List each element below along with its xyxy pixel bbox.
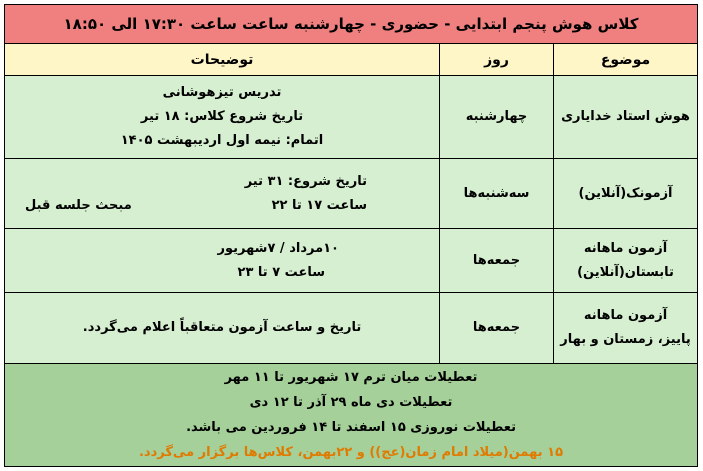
description-cell: [5, 293, 439, 363]
subject-text: آزمون ماهانه: [583, 308, 668, 323]
description-cell: [5, 76, 439, 158]
subject-text: تابستان(آنلاین): [577, 264, 674, 280]
subject-cell: [553, 229, 697, 292]
subject-cell: [553, 159, 697, 228]
description-line: تاریخ شروع: ۳۱ تیر: [244, 173, 367, 189]
note-line: تعطیلات میان ترم ۱۷ شهریور تا ۱۱ مهر: [224, 370, 478, 385]
notes-content: [5, 364, 697, 466]
day-text: سه‌شنبه‌ها: [463, 185, 530, 201]
description-line: تاریخ و ساعت آزمون متعاقباً اعلام می‌گردد.: [82, 320, 362, 335]
notice-line: ۱۵ بهمن(میلاد امام زمان(عج)) و ۲۲بهمن، کلاس‌ها برگزار می‌گردد.: [138, 445, 564, 460]
header-day: روز: [439, 44, 553, 75]
table-title-row: [4, 4, 698, 44]
schedule-table: [4, 4, 698, 467]
note-line: تعطیلات دی ماه ۲۹ آذر تا ۱۲ دی: [249, 395, 453, 410]
description-line-pair: [25, 194, 367, 218]
description-cell: [5, 229, 439, 292]
header-subject: موضوع: [553, 44, 697, 75]
header-description: توضیحات: [190, 51, 254, 68]
description-line: تدریس تیزهوشانی: [162, 85, 282, 100]
day-text: جمعه‌ها: [472, 320, 521, 335]
table-row: [4, 76, 698, 159]
day-cell: [439, 159, 553, 228]
table-row: [4, 293, 698, 364]
description-cell: [5, 159, 439, 228]
day-text: جمعه‌ها: [472, 252, 521, 268]
subject-text: آزمون ماهانه: [583, 240, 668, 256]
notes-row: [4, 364, 698, 467]
day-cell: [439, 229, 553, 292]
subject-cell: [553, 76, 697, 158]
description-line: اتمام: نیمه اول اردیبهشت ۱۴۰۵: [120, 133, 324, 148]
description-line: ساعت ۷ تا ۲۳: [237, 264, 325, 280]
subject-text: هوش استاد خدایاری: [561, 109, 690, 124]
table-header-row: [4, 44, 698, 76]
subject-text: پاییز، زمستان و بهار: [560, 332, 691, 347]
subject-cell: [553, 293, 697, 363]
description-line: تاریخ شروع کلاس: ۱۸ تیر: [140, 109, 304, 124]
description-line: ساعت ۱۷ تا ۲۲: [271, 197, 367, 213]
description-line: ۱۰مرداد / ۷شهریور: [217, 240, 339, 256]
day-cell: [439, 293, 553, 363]
description-line: مبحث جلسه قبل: [25, 197, 132, 213]
note-line: تعطیلات نوروزی ۱۵ اسفند تا ۱۴ فروردین می باشد.: [186, 420, 516, 435]
table-title: کلاس هوش پنجم ابتدایی - حضوری - چهارشنبه ساعت ساعت ۱۷:۳۰ الی ۱۸:۵۰: [63, 15, 639, 33]
table-row: [4, 159, 698, 229]
day-text: چهارشنبه: [465, 109, 528, 124]
day-cell: [439, 76, 553, 158]
table-row: [4, 229, 698, 293]
subject-text: آزمونک(آنلاین): [578, 185, 673, 201]
